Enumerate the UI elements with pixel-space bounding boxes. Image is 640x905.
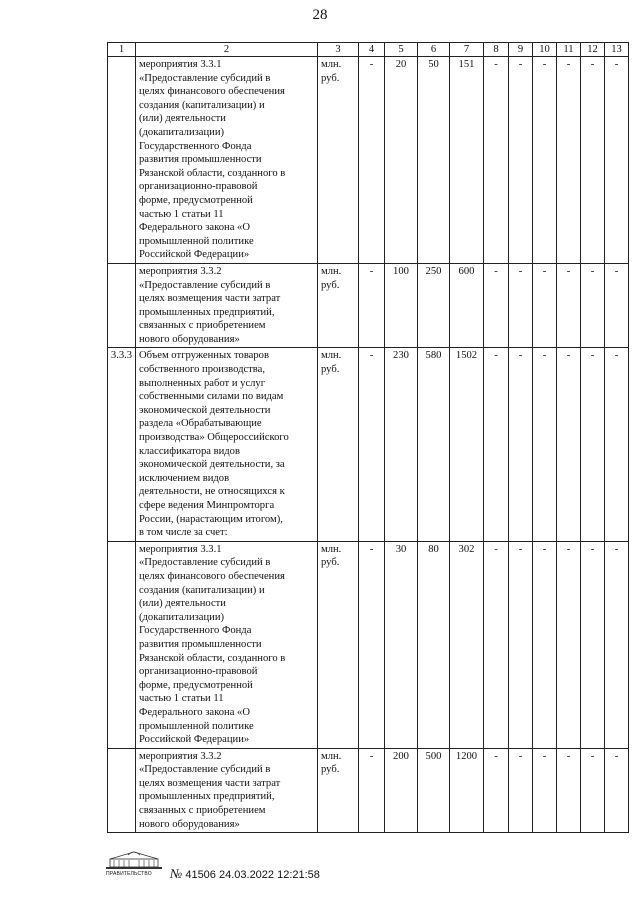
column-header-8: 8 bbox=[484, 43, 509, 57]
column-header-5: 5 bbox=[385, 43, 418, 57]
value-cell-col-13: - bbox=[605, 748, 629, 833]
value-cell-col-6: 250 bbox=[418, 263, 450, 348]
column-header-3: 3 bbox=[318, 43, 359, 57]
header-row bbox=[108, 43, 629, 57]
column-header-6: 6 bbox=[418, 43, 450, 57]
column-header-2: 2 bbox=[136, 43, 318, 57]
unit-cell: млн. руб. bbox=[318, 348, 359, 541]
registration-datetime: 24.03.2022 12:21:58 bbox=[218, 869, 320, 881]
indicator-name: мероприятия 3.3.1 «Предоставление субсидий в целях финансового обеспечения создания (капитализации) и (или) деятельности (докапитализации) Государственного Фонда развития промышленности Рязанской области, созданного в организационно-правовой форме, предусмотренной частью 1 статьи 11 Федерального закона «О промышленной политике Российской Федерации» bbox=[136, 541, 318, 748]
value-cell-col-5: 230 bbox=[385, 348, 418, 541]
value-cell-col-12: - bbox=[581, 348, 605, 541]
unit-cell: млн. руб. bbox=[318, 748, 359, 833]
row-number bbox=[108, 541, 136, 748]
value-cell-col-5: 100 bbox=[385, 263, 418, 348]
value-cell-col-7: 600 bbox=[450, 263, 484, 348]
unit-cell: млн. руб. bbox=[318, 57, 359, 264]
value-cell-col-7: 1200 bbox=[450, 748, 484, 833]
value-cell-col-13: - bbox=[605, 57, 629, 264]
table-row bbox=[108, 57, 629, 264]
stamp-caption: ПРАВИТЕЛЬСТВО bbox=[106, 871, 152, 877]
indicators-table bbox=[107, 42, 629, 833]
value-cell-col-4: - bbox=[359, 541, 385, 748]
indicator-name: мероприятия 3.3.1 «Предоставление субсидий в целях финансового обеспечения создания (капитализации) и (или) деятельности (докапитализации) Государственного Фонда развития промышленности Рязанской области, созданного в организационно-правовой форме, предусмотренной частью 1 статьи 11 Федерального закона «О промышленной политике Российской Федерации» bbox=[136, 57, 318, 264]
value-cell-col-10: - bbox=[533, 748, 557, 833]
value-cell-col-13: - bbox=[605, 541, 629, 748]
value-cell-col-5: 20 bbox=[385, 57, 418, 264]
row-number bbox=[108, 57, 136, 264]
value-cell-col-9: - bbox=[509, 263, 533, 348]
value-cell-col-10: - bbox=[533, 541, 557, 748]
column-header-12: 12 bbox=[581, 43, 605, 57]
value-cell-col-8: - bbox=[484, 541, 509, 748]
column-header-7: 7 bbox=[450, 43, 484, 57]
column-header-10: 10 bbox=[533, 43, 557, 57]
value-cell-col-10: - bbox=[533, 57, 557, 264]
value-cell-col-8: - bbox=[484, 748, 509, 833]
unit-cell: млн. руб. bbox=[318, 263, 359, 348]
value-cell-col-11: - bbox=[557, 348, 581, 541]
value-cell-col-7: 151 bbox=[450, 57, 484, 264]
value-cell-col-7: 1502 bbox=[450, 348, 484, 541]
value-cell-col-13: - bbox=[605, 348, 629, 541]
indicator-name: мероприятия 3.3.2 «Предоставление субсидий в целях возмещения части затрат промышленных предприятий, связанных с приобретением нового оборудования» bbox=[136, 263, 318, 348]
value-cell-col-6: 50 bbox=[418, 57, 450, 264]
value-cell-col-11: - bbox=[557, 748, 581, 833]
registration-number: 41506 bbox=[185, 869, 216, 881]
table-row bbox=[108, 541, 629, 748]
value-cell-col-12: - bbox=[581, 748, 605, 833]
row-number bbox=[108, 748, 136, 833]
value-cell-col-9: - bbox=[509, 57, 533, 264]
value-cell-col-11: - bbox=[557, 57, 581, 264]
value-cell-col-5: 200 bbox=[385, 748, 418, 833]
column-header-9: 9 bbox=[509, 43, 533, 57]
value-cell-col-4: - bbox=[359, 263, 385, 348]
table-row bbox=[108, 748, 629, 833]
column-header-13: 13 bbox=[605, 43, 629, 57]
row-number: 3.3.3 bbox=[108, 348, 136, 541]
value-cell-col-10: - bbox=[533, 263, 557, 348]
value-cell-col-9: - bbox=[509, 541, 533, 748]
value-cell-col-12: - bbox=[581, 263, 605, 348]
indicator-name: мероприятия 3.3.2 «Предоставление субсидий в целях возмещения части затрат промышленных предприятий, связанных с приобретением нового оборудования» bbox=[136, 748, 318, 833]
value-cell-col-8: - bbox=[484, 348, 509, 541]
value-cell-col-10: - bbox=[533, 348, 557, 541]
value-cell-col-6: 500 bbox=[418, 748, 450, 833]
value-cell-col-13: - bbox=[605, 263, 629, 348]
row-number bbox=[108, 263, 136, 348]
column-header-1: 1 bbox=[108, 43, 136, 57]
value-cell-col-11: - bbox=[557, 541, 581, 748]
column-header-4: 4 bbox=[359, 43, 385, 57]
value-cell-col-7: 302 bbox=[450, 541, 484, 748]
table-row bbox=[108, 348, 629, 541]
value-cell-col-12: - bbox=[581, 541, 605, 748]
table-row bbox=[108, 263, 629, 348]
value-cell-col-4: - bbox=[359, 748, 385, 833]
column-header-11: 11 bbox=[557, 43, 581, 57]
value-cell-col-6: 80 bbox=[418, 541, 450, 748]
number-sign: № bbox=[170, 866, 183, 881]
unit-cell: млн. руб. bbox=[318, 541, 359, 748]
value-cell-col-9: - bbox=[509, 348, 533, 541]
value-cell-col-8: - bbox=[484, 57, 509, 264]
indicator-name: Объем отгруженных товаров собственного производства, выполненных работ и услуг собственными силами по видам экономической деятельности раздела «Обрабатывающие производства» Общероссийского классификатора видов экономической деятельности, за исключением видов деятельности, не относящихся к сфере ведения Минпромторга России, (нарастающим итогом), в том числе за счет: bbox=[136, 348, 318, 541]
value-cell-col-11: - bbox=[557, 263, 581, 348]
page-number: 28 bbox=[312, 7, 328, 23]
value-cell-col-8: - bbox=[484, 263, 509, 348]
value-cell-col-4: - bbox=[359, 348, 385, 541]
value-cell-col-12: - bbox=[581, 57, 605, 264]
value-cell-col-6: 580 bbox=[418, 348, 450, 541]
government-building-emblem bbox=[104, 849, 164, 871]
value-cell-col-4: - bbox=[359, 57, 385, 264]
value-cell-col-5: 30 bbox=[385, 541, 418, 748]
registration-line bbox=[170, 866, 320, 882]
value-cell-col-9: - bbox=[509, 748, 533, 833]
